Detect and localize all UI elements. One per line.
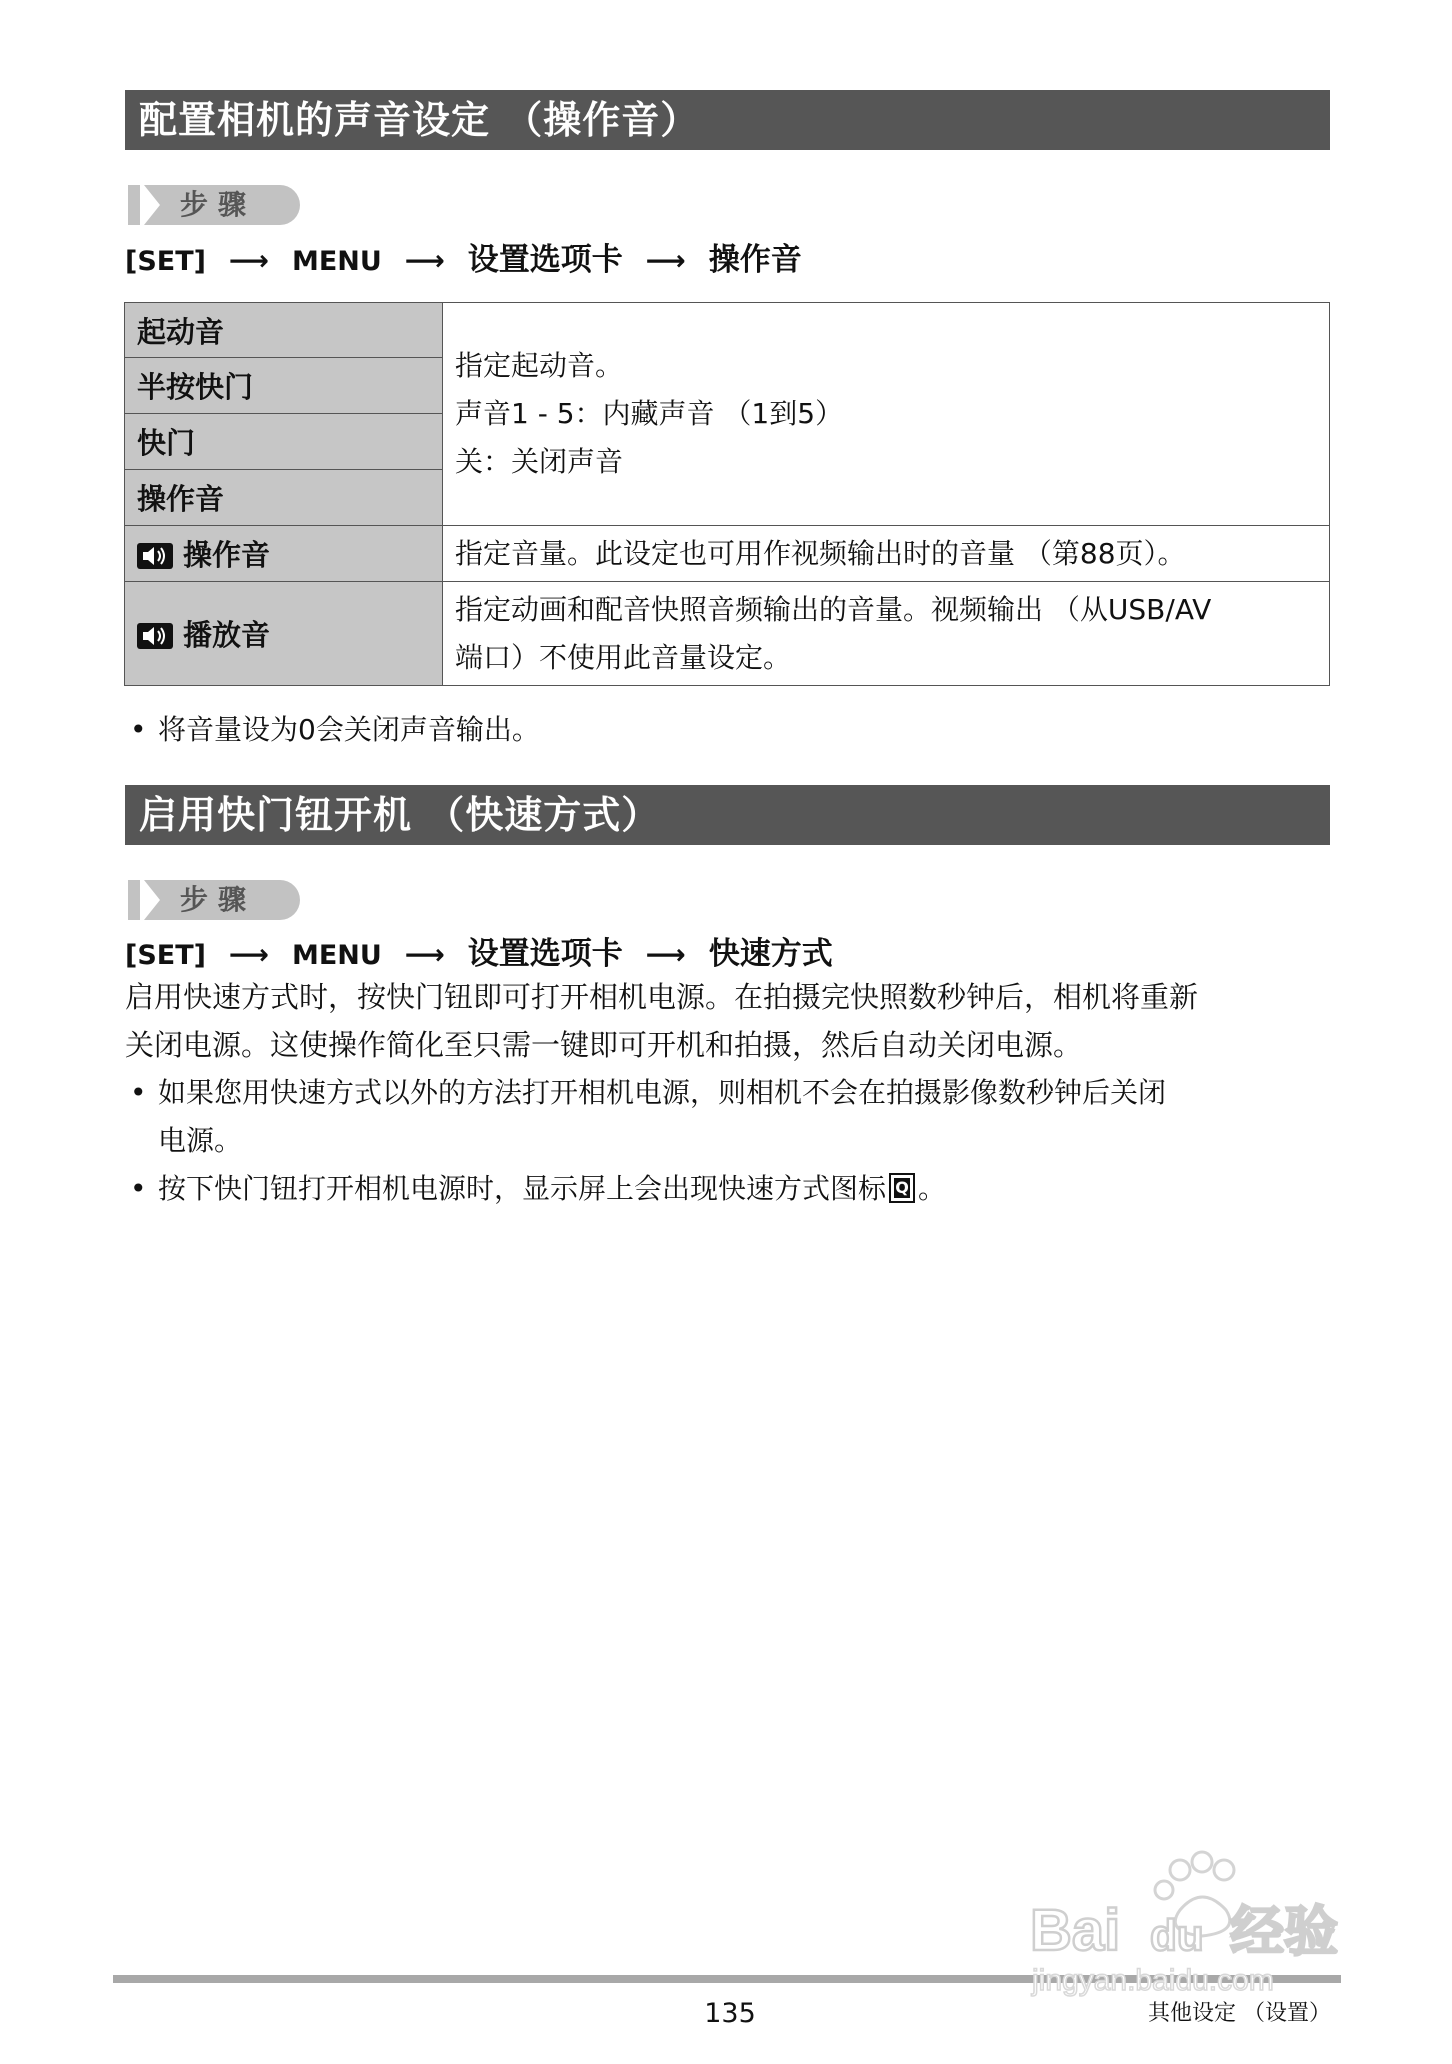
playback-desc-line2: 端口）不使用此音量设定。 (455, 640, 792, 674)
nav-tab: 设置选项卡 (467, 936, 623, 972)
steps-tab-strip (128, 880, 140, 920)
key-shutter: 快门 (125, 414, 443, 470)
section-title-quick-start: 启用快门钮开机 （快速方式） (125, 785, 1330, 845)
quick-shutter-icon-glyph: Q (895, 1178, 909, 1197)
key-half-shutter: 半按快门 (125, 358, 443, 414)
bullet-icon: • (130, 713, 147, 746)
speaker-icon (137, 543, 173, 569)
key-volume-operation-label: 操作音 (183, 538, 271, 572)
bullet-other-power-on (130, 1069, 1330, 1165)
quick-start-description (125, 973, 1335, 1069)
sound-desc-line2: 声音1 - 5：内藏声音 （1到5） (455, 397, 844, 430)
nav-menu: MENU (291, 940, 382, 971)
bullet-icon: • (130, 1076, 147, 1109)
nav-menu: MENU (291, 246, 382, 277)
page-number: 135 (704, 1998, 756, 2029)
bullet2-end: 。 (918, 1172, 947, 1205)
para-line2: 关闭电源。这使操作简化至只需一键即可开机和拍摄，然后自动关闭电源。 (125, 1028, 1083, 1062)
svg-text:Bai: Bai (1030, 1898, 1121, 1963)
bullet1-line1: 如果您用快速方式以外的方法打开相机电源，则相机不会在拍摄影像数秒钟后关闭 (158, 1076, 1167, 1109)
key-volume-playback (125, 582, 443, 686)
steps-label: 步骤 (180, 883, 257, 916)
sound-description (443, 303, 1330, 526)
key-volume-operation (125, 526, 443, 582)
arrow-right-icon: ⟶ (404, 938, 445, 971)
para-line1: 启用快速方式时，按快门钮即可打开相机电源。在拍摄完快照数秒钟后，相机将重新 (125, 980, 1199, 1014)
bullet-quick-icon (130, 1165, 1330, 1213)
section-title-sound: 配置相机的声音设定 （操作音） (125, 90, 1330, 150)
quick-shutter-icon (889, 1173, 915, 1203)
bullet-icon: • (130, 1172, 147, 1205)
steps-tab-notch (144, 880, 160, 920)
arrow-right-icon: ⟶ (645, 938, 686, 971)
volume-operation-description: 指定音量。此设定也可用作视频输出时的音量 （第88页）。 (443, 526, 1330, 582)
table-row (125, 582, 1330, 686)
key-operation-sound: 操作音 (125, 470, 443, 526)
steps-tab (128, 185, 300, 225)
svg-text:jingyan.baidu.com: jingyan.baidu.com (1032, 1964, 1274, 1997)
sound-settings-table (124, 302, 1330, 686)
nav-path (125, 932, 833, 976)
arrow-right-icon: ⟶ (228, 938, 270, 971)
sound-desc-line1: 指定起动音。 (455, 349, 624, 382)
nav-path (125, 238, 802, 282)
arrow-right-icon: ⟶ (645, 244, 686, 277)
sound-desc-line3: 关：关闭声音 (455, 445, 624, 478)
steps-tab (128, 880, 300, 920)
playback-desc-line1: 指定动画和配音快照音频输出的音量。视频输出 （从USB/AV (455, 592, 1212, 626)
footer-section-label: 其他设定 （设置） (1148, 2001, 1331, 2026)
nav-tab: 设置选项卡 (467, 242, 623, 278)
baidu-watermark-logo (1030, 1840, 1370, 2010)
svg-text:经验: 经验 (1230, 1900, 1338, 1963)
steps-tab-strip (128, 185, 140, 225)
volume-playback-description (443, 582, 1330, 686)
note-text: 将音量设为0会关闭声音输出。 (158, 713, 540, 746)
steps-tab-notch (144, 185, 160, 225)
nav-item: 快速方式 (708, 936, 833, 972)
nav-set: [SET] (125, 940, 206, 971)
note-volume-zero (130, 706, 1330, 754)
steps-label: 步骤 (180, 188, 257, 221)
arrow-right-icon: ⟶ (228, 244, 270, 277)
nav-item: 操作音 (708, 242, 802, 278)
table-row (125, 526, 1330, 582)
table-row (125, 303, 1330, 358)
key-volume-playback-label: 播放音 (183, 618, 271, 652)
nav-set: [SET] (125, 246, 206, 277)
bullet2-text: 按下快门钮打开相机电源时，显示屏上会出现快速方式图标 (158, 1172, 887, 1205)
bullet1-line2: 电源。 (158, 1124, 243, 1157)
arrow-right-icon: ⟶ (404, 244, 445, 277)
key-startup-sound: 起动音 (125, 303, 443, 358)
svg-text:du: du (1150, 1911, 1204, 1960)
speaker-icon (137, 623, 173, 649)
